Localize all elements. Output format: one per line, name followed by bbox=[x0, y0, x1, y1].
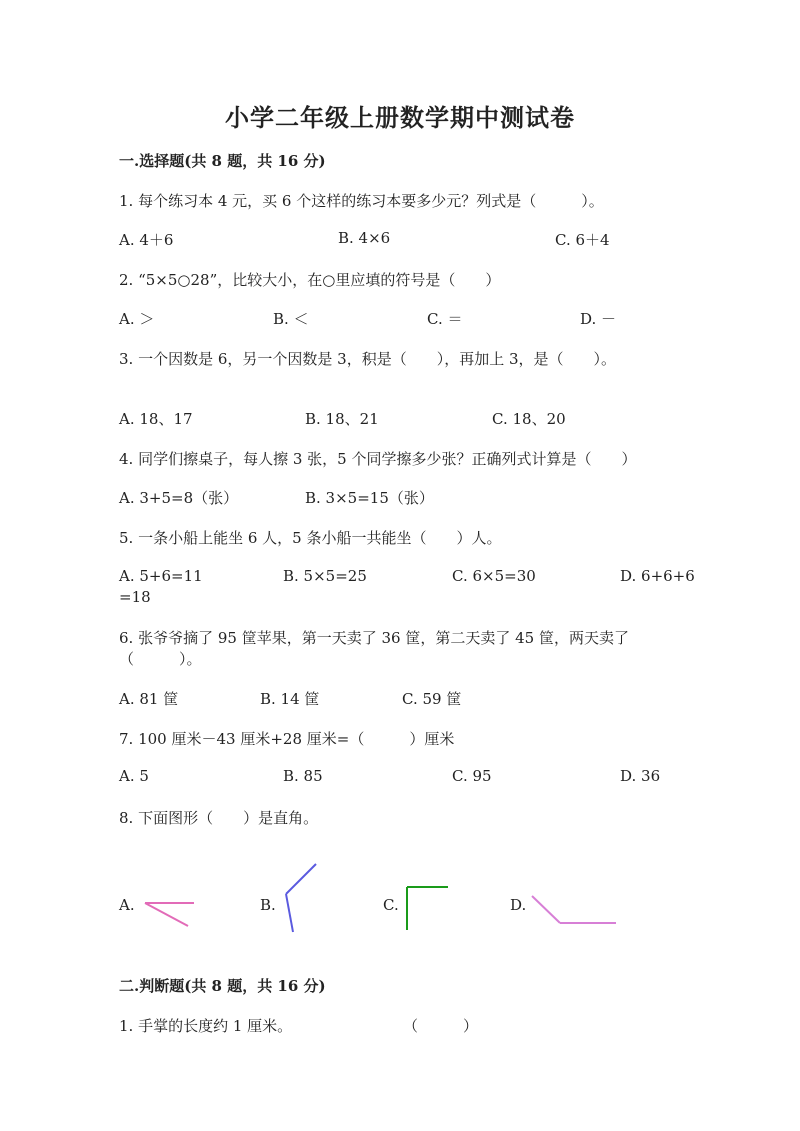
q8-option-c-label: C. bbox=[383, 896, 399, 914]
question-3: 3. 一个因数是 6，另一个因数是 3，积是（ ），再加上 3，是（ ）。 bbox=[119, 350, 617, 368]
q6-option-c: C. 59 筐 bbox=[402, 690, 462, 708]
q5-option-a: A. 5+6=11 bbox=[119, 567, 203, 585]
page-title: 小学二年级上册数学期中测试卷 bbox=[225, 103, 575, 132]
question-8: 8. 下面图形（ ）是直角。 bbox=[119, 809, 319, 827]
q2-option-a: A. ＞ bbox=[119, 310, 155, 328]
q2-option-c: C. ＝ bbox=[427, 310, 463, 328]
q8-option-a-label: A. bbox=[119, 896, 135, 914]
judge-question-1: 1. 手掌的长度约 1 厘米。 bbox=[119, 1017, 293, 1035]
q2-option-b: B. ＜ bbox=[273, 310, 309, 328]
q1-option-a: A. 4＋6 bbox=[119, 231, 174, 249]
section-heading-judge: 二.判断题(共 8 题，共 16 分) bbox=[119, 977, 326, 995]
q8-b-ray-top bbox=[286, 864, 316, 894]
q8-b-ray-bottom bbox=[286, 894, 293, 932]
q8-option-b-label: B. bbox=[260, 896, 276, 914]
q3-option-b: B. 18、21 bbox=[305, 410, 379, 428]
q5-option-d-wrap: =18 bbox=[119, 588, 151, 606]
q6-option-a: A. 81 筐 bbox=[119, 690, 179, 708]
question-4: 4. 同学们擦桌子，每人擦 3 张，5 个同学擦多少张？正确列式计算是（ ） bbox=[119, 450, 637, 468]
question-6-wrap: （ ）。 bbox=[119, 650, 202, 668]
q8-figure-a bbox=[140, 895, 200, 935]
q3-option-a: A. 18、17 bbox=[119, 410, 193, 428]
q5-option-d: D. 6+6+6 bbox=[620, 567, 695, 585]
q5-option-b: B. 5×5=25 bbox=[283, 567, 367, 585]
section-heading-choice: 一.选择题(共 8 题，共 16 分) bbox=[119, 152, 326, 170]
q8-a-ray-bottom bbox=[145, 903, 188, 926]
q8-d-ray-slant bbox=[532, 896, 560, 923]
q8-figure-d bbox=[530, 893, 620, 928]
q2-option-d: D. － bbox=[580, 310, 617, 328]
q5-option-c: C. 6×5=30 bbox=[452, 567, 536, 585]
question-6: 6. 张爷爷摘了 95 筐苹果，第一天卖了 36 筐，第二天卖了 45 筐，两天卖了 bbox=[119, 629, 629, 647]
q4-option-b: B. 3×5=15（张） bbox=[305, 489, 434, 507]
q7-option-a: A. 5 bbox=[119, 767, 149, 785]
q3-option-c: C. 18、20 bbox=[492, 410, 566, 428]
q6-option-b: B. 14 筐 bbox=[260, 690, 320, 708]
q4-option-a: A. 3+5=8（张） bbox=[119, 489, 239, 507]
q8-option-d-label: D. bbox=[510, 896, 527, 914]
judge-question-1-blank: （ ） bbox=[403, 1017, 479, 1035]
q7-option-c: C. 95 bbox=[452, 767, 492, 785]
q8-figure-b bbox=[282, 862, 322, 937]
question-5: 5. 一条小船上能坐 6 人，5 条小船一共能坐（ ）人。 bbox=[119, 529, 502, 547]
question-7: 7. 100 厘米－43 厘米+28 厘米=（ ）厘米 bbox=[119, 730, 455, 748]
q1-option-c: C. 6＋4 bbox=[555, 231, 610, 249]
q1-option-b: B. 4×6 bbox=[338, 229, 391, 247]
q7-option-b: B. 85 bbox=[283, 767, 323, 785]
question-2: 2. “5×5○28”，比较大小，在○里应填的符号是（ ） bbox=[119, 271, 501, 289]
question-1: 1. 每个练习本 4 元，买 6 个这样的练习本要多少元？列式是（ ）。 bbox=[119, 192, 604, 210]
q8-figure-c bbox=[404, 884, 454, 934]
q7-option-d: D. 36 bbox=[620, 767, 661, 785]
